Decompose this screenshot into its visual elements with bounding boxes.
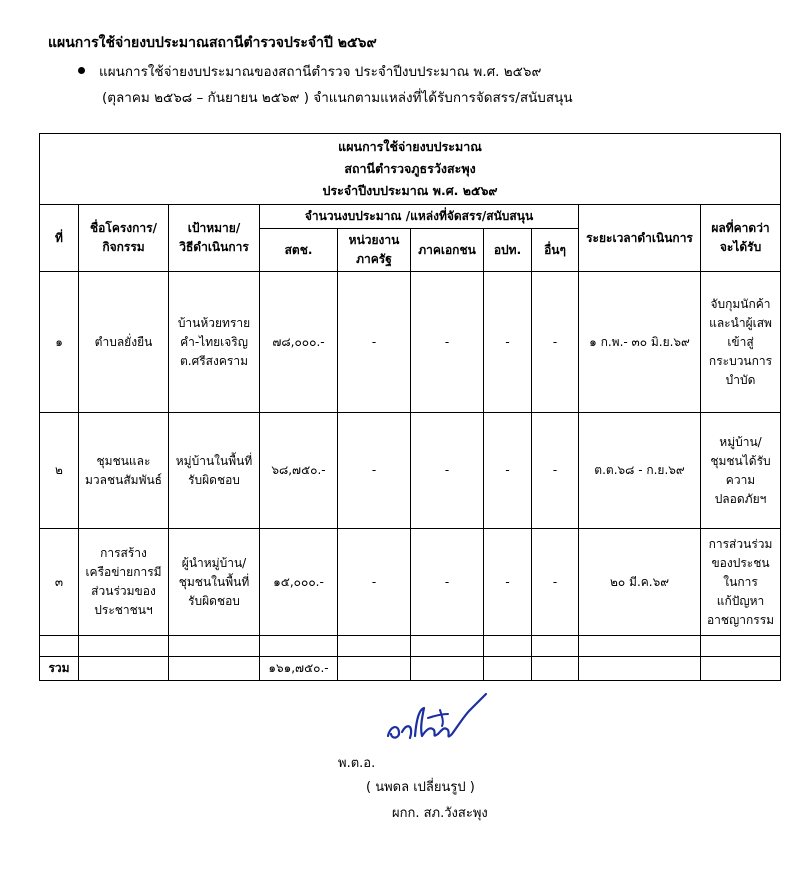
signer-rank: พ.ต.อ. [338,756,376,771]
table-title-line: สถานีตำรวจภูธรวังสะพุง [344,161,476,176]
header-source-government-line: หน่วยงาน [348,233,400,247]
cell-project [79,272,169,413]
header-project [79,205,169,272]
cell-source-police: ๗๘,๐๐๐.- [260,272,338,413]
empty-cell [532,636,579,657]
cell-line: ส่วนร่วมของ [91,584,156,598]
bullet-text: แผนการใช้จ่ายงบประมาณของสถานีตำรวจ ประจำปีงบประมาณ พ.ศ. ๒๕๖๙ [99,64,542,80]
empty-cell [579,636,701,657]
table-row [40,272,781,413]
empty-cell [411,636,484,657]
cell-source-police: ๖๘,๗๕๐.- [260,413,338,529]
table-row [40,413,781,529]
cell-line: อาชญากรรม [706,612,775,627]
cell-line: เข้าสู่ [727,334,754,349]
cell-project [79,529,169,636]
signer-position: ผกก. สภ.วังสะพุง [392,806,488,821]
cell-period: ๑ ก.พ.- ๓๐ มิ.ย.๖๙ [579,272,701,413]
header-result-line: จะได้รับ [719,240,762,254]
cell-line: ในการ [723,574,758,589]
cell-line: จับกุมนักค้า [710,296,771,311]
empty-cell [701,636,781,657]
empty-cell [338,636,411,657]
cell-source-private: - [411,413,484,529]
cell-result [701,413,781,529]
cell-source-local: - [484,272,532,413]
cell-period: ต.ต.๖๘ - ก.ย.๖๙ [579,413,701,529]
cell-line: ความ [725,472,756,487]
cell-line: แก้ปัญหา [716,593,765,608]
header-period: ระยะเวลาดำเนินการ [579,205,701,272]
table-row [40,529,781,636]
cell-line: กระบวนการ [708,353,773,368]
cell-line: ชุมชนในพื้นที่ [178,574,250,589]
cell-line: คำ-ไทยเจริญ [180,334,248,349]
cell-line: ของประชน [711,555,770,570]
cell-target [169,413,260,529]
empty-cell [338,657,411,681]
header-no: ที่ [40,205,79,272]
header-source-government [338,229,411,272]
empty-cell [260,636,338,657]
cell-line: ชุมชนได้รับ [710,453,771,468]
empty-cell [579,657,701,681]
cell-line: ชุมชนและ [96,453,151,468]
budget-plan-table [39,133,781,681]
total-value: ๑๖๑,๗๕๐.- [260,657,338,681]
handwritten-signature [382,690,492,748]
table-title-line: แผนการใช้จ่ายงบประมาณ [338,139,482,154]
cell-source-police: ๑๕,๐๐๐.- [260,529,338,636]
cell-line: การสร้าง [100,546,147,560]
cell-line: รับผิดชอบ [188,593,240,608]
cell-no: ๓ [40,529,79,636]
cell-line: ผู้นำหมู่บ้าน/ [181,555,247,570]
total-label: รวม [40,657,79,681]
empty-cell [169,636,260,657]
cell-line: หมู่บ้าน/ [719,434,762,449]
header-target [169,205,260,272]
cell-project [79,413,169,529]
cell-source-government: - [338,413,411,529]
page-heading: แผนการใช้จ่ายงบประมาณสถานีตำรวจประจำปี ๒๕๖๙ [48,35,377,51]
header-budget-group: จำนวนงบประมาณ /แหล่งที่จัดสรร/สนับสนุน [260,205,579,229]
total-row [40,657,781,681]
header-result-line: ผลที่คาดว่า [711,221,770,235]
cell-line: ปลอดภัยฯ [714,491,767,506]
bullet-item [78,60,541,82]
cell-line: ประชาชนฯ [94,603,153,617]
empty-row [40,636,781,657]
cell-line: บำบัด [725,372,756,387]
cell-source-government: - [338,529,411,636]
empty-cell [484,636,532,657]
cell-source-other: - [532,529,579,636]
cell-result [701,529,781,636]
cell-source-private: - [411,272,484,413]
cell-period: ๒๐ มี.ค.๖๙ [579,529,701,636]
cell-source-private: - [411,529,484,636]
cell-line: เครือข่ายการมี [85,565,162,579]
cell-source-local: - [484,529,532,636]
cell-target [169,529,260,636]
header-result [701,205,781,272]
cell-line: และนำผู้เสพ [709,315,772,330]
header-target-line: เป้าหมาย/ [187,221,241,235]
cell-line: ตำบลยั่งยืน [94,334,153,349]
empty-cell [411,657,484,681]
cell-line: รับผิดชอบ [188,472,240,487]
table-title-line: ประจำปีงบประมาณ พ.ศ. ๒๕๖๙ [322,183,498,198]
header-source-police: สตช. [260,229,338,272]
empty-cell [484,657,532,681]
empty-cell [40,636,79,657]
header-source-government-line: ภาครัฐ [356,252,392,266]
empty-cell [79,636,169,657]
empty-cell [701,657,781,681]
header-source-private: ภาคเอกชน [411,229,484,272]
cell-result [701,272,781,413]
header-target-line: วิธีดำเนินการ [179,240,249,254]
bullet-dot-icon [78,67,85,74]
empty-cell [169,657,260,681]
header-source-local: อปท. [484,229,532,272]
cell-target [169,272,260,413]
cell-line: ต.ศรีสงคราม [180,353,248,368]
cell-no: ๑ [40,272,79,413]
cell-no: ๒ [40,413,79,529]
header-source-other: อื่นๆ [532,229,579,272]
empty-cell [79,657,169,681]
cell-source-other: - [532,272,579,413]
cell-source-local: - [484,413,532,529]
cell-line: การส่วนร่วม [708,536,773,551]
cell-source-other: - [532,413,579,529]
table-title [40,134,781,205]
header-project-line: ชื่อโครงการ/ [90,221,157,235]
cell-line: หมู่บ้านในพื้นที่ [175,453,253,468]
cell-line: บ้านห้วยทราย [177,315,251,330]
empty-cell [532,657,579,681]
cell-source-government: - [338,272,411,413]
signer-name: ( นพดล เปลี่ยนรูป ) [366,780,475,795]
bullet-subtext: (ตุลาคม ๒๕๖๘ – กันยายน ๒๕๖๙ ) จำแนกตามแหล่งที่ได้รับการจัดสรร/สนับสนุน [102,90,573,106]
header-project-line: กิจกรรม [102,240,145,254]
cell-line: มวลชนสัมพันธ์ [84,472,163,487]
